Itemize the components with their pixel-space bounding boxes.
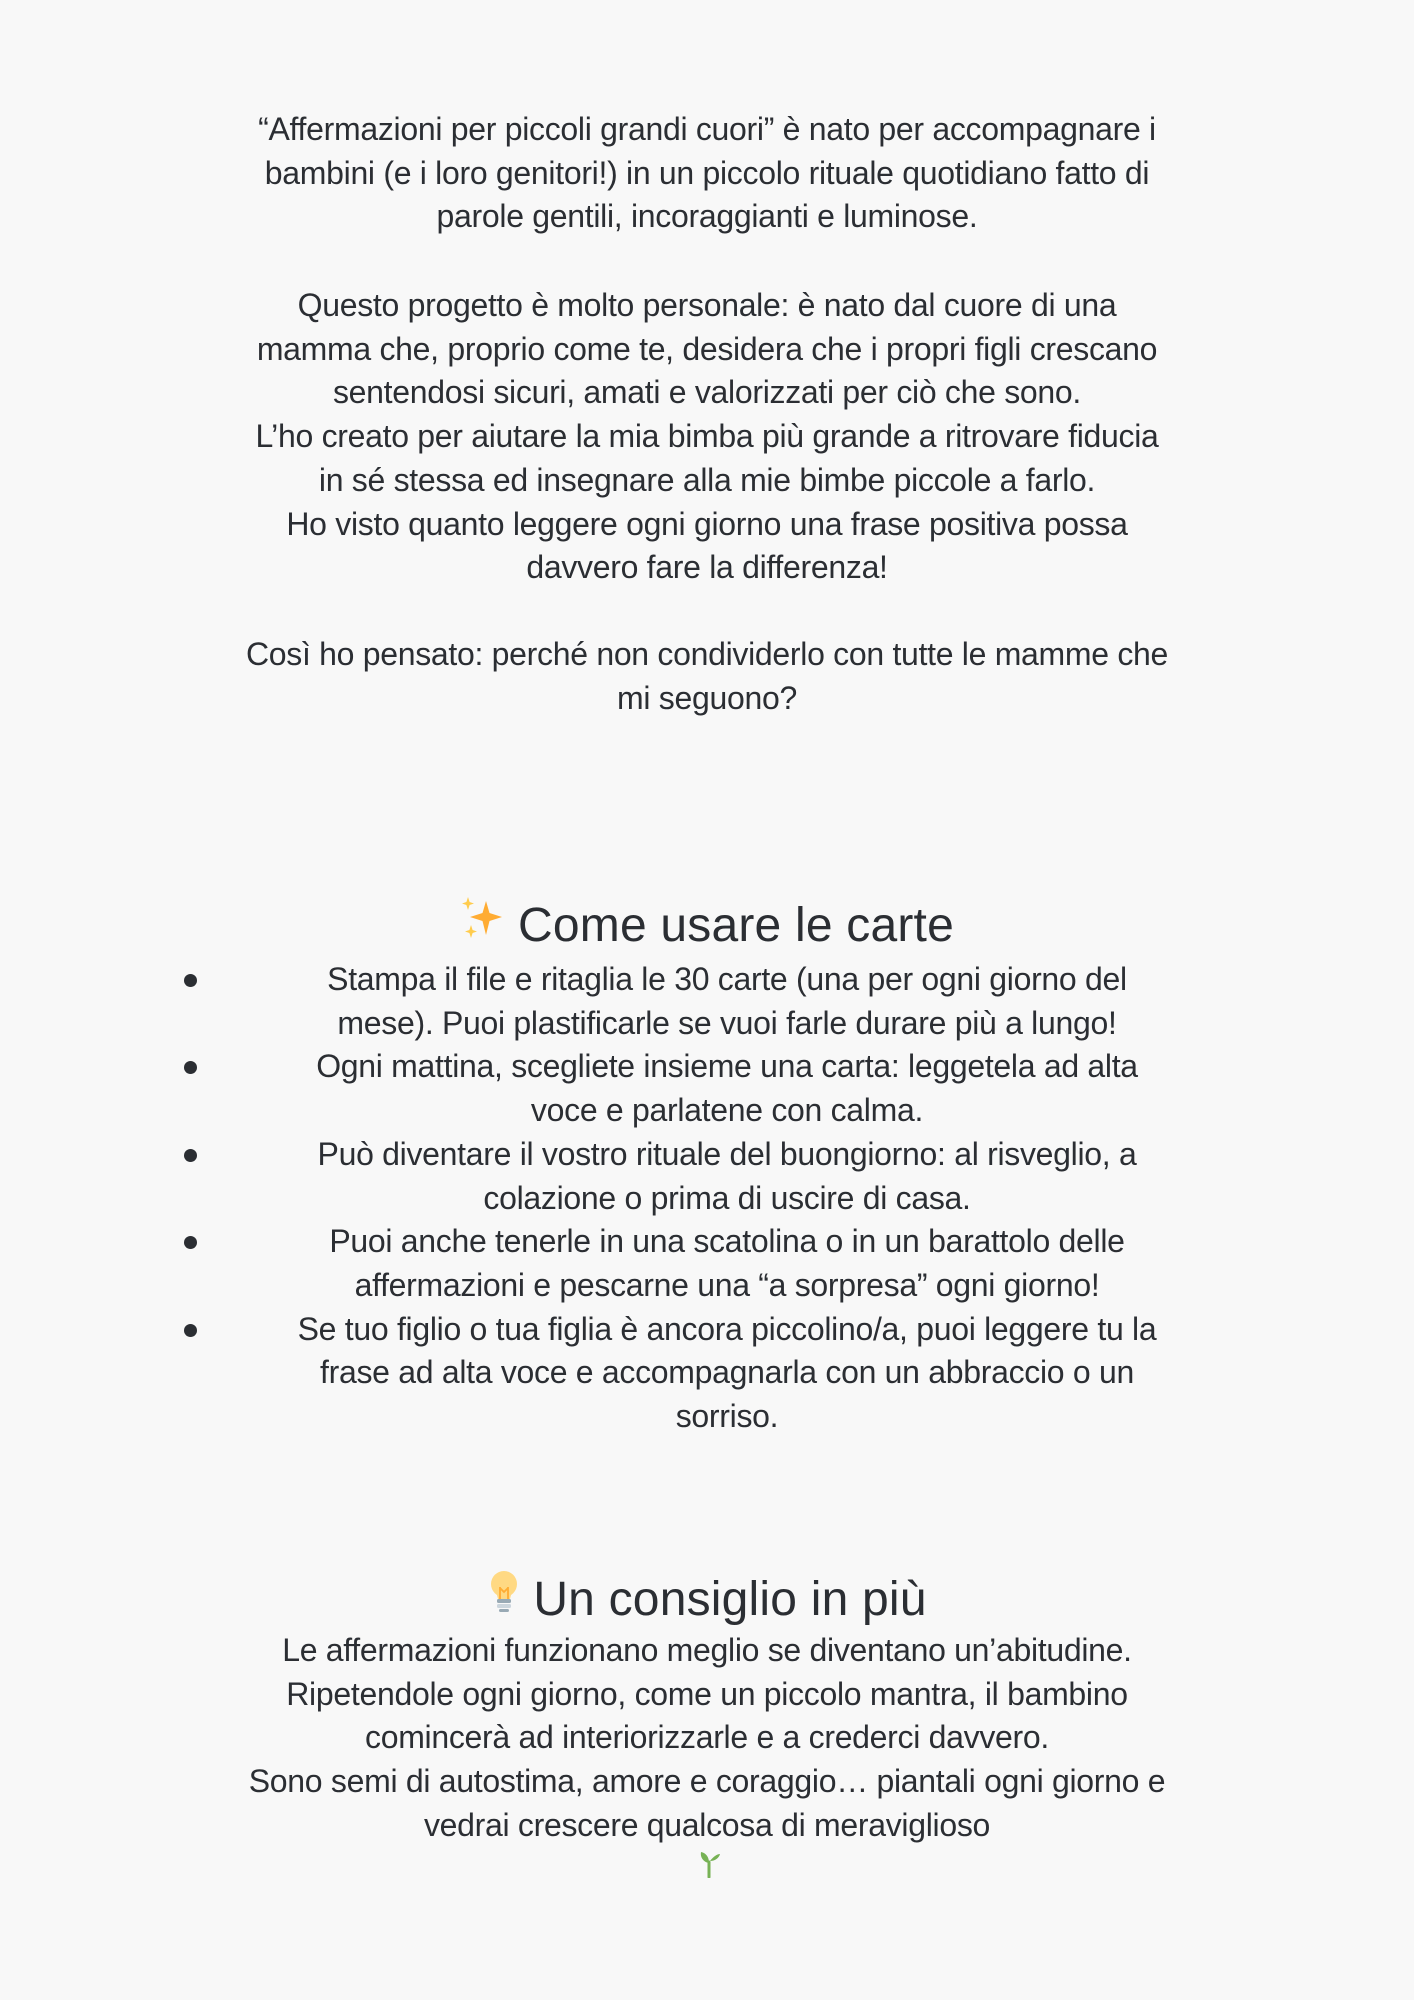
text-line: sentendosi sicuri, amati e valorizzati per ciò che sono. — [332, 374, 1081, 411]
intro-paragraph-3 — [160, 633, 1254, 720]
text-line: mamma che, proprio come te, desidera che i propri figli crescano — [256, 330, 1158, 367]
text-line: colazione o prima di uscire di casa. — [483, 1179, 971, 1216]
bullet-icon — [184, 974, 197, 987]
list-item — [160, 1045, 1254, 1132]
text-line: bambini (e i loro genitori!) in un piccolo rituale quotidiano fatto di — [264, 154, 1150, 191]
text-line: Stampa il file e ritaglia le 30 carte (una per ogni giorno del — [327, 961, 1127, 997]
text-line: Questo progetto è molto personale: è nato dal cuore di una — [297, 287, 1117, 323]
bullet-icon — [184, 1149, 197, 1162]
tip-paragraph — [160, 1629, 1254, 1891]
text-line: Sono semi di autostima, amore e coraggio… piantali ogni giorno e — [248, 1763, 1166, 1800]
text-line: davvero fare la differenza! — [526, 549, 888, 586]
text-line: Può diventare il vostro rituale del buongiorno: al risveglio, a — [317, 1135, 1137, 1172]
text-line: frase ad alta voce e accompagnarla con un abbraccio o un — [320, 1354, 1134, 1391]
text-line-with-icon — [160, 1804, 1254, 1891]
light-bulb-icon — [487, 1569, 521, 1628]
text-line: Le affermazioni funzionano meglio se diventano un’abitudine. — [282, 1632, 1132, 1668]
text-line: “Affermazioni per piccoli grandi cuori” è nato per accompagnare i — [258, 111, 1156, 147]
text-line: comincerà ad interiorizzarle e a crederci davvero. — [365, 1719, 1049, 1756]
intro-paragraph-1 — [160, 108, 1254, 239]
seedling-icon — [166, 1846, 1254, 1890]
bullet-icon — [184, 1061, 197, 1074]
list-item — [160, 1133, 1254, 1220]
text-line: Se tuo figlio o tua figlia è ancora piccolino/a, puoi leggere tu la — [297, 1310, 1157, 1347]
text-line: affermazioni e pescarne una “a sorpresa” ogni giorno! — [354, 1266, 1100, 1303]
text-line: Ripetendole ogni giorno, come un piccolo mantra, il bambino — [286, 1675, 1128, 1712]
how-to-heading — [160, 898, 1254, 958]
text-line: mi seguono? — [617, 679, 797, 716]
bullet-icon — [184, 1236, 197, 1249]
text-line: Ogni mattina, scegliete insieme una carta: leggetela ad alta — [316, 1048, 1138, 1085]
how-to-list — [160, 958, 1254, 1439]
text-line: in sé stessa ed insegnare alla mie bimbe piccole a farlo. — [318, 461, 1096, 498]
text-line: mese). Puoi plastificarle se vuoi farle durare più a lungo! — [337, 1004, 1117, 1041]
intro-paragraph-2 — [160, 284, 1254, 590]
sparkles-icon — [460, 895, 506, 954]
tip-heading — [160, 1572, 1254, 1632]
list-item — [160, 1308, 1254, 1439]
text-line: Ho visto quanto leggere ogni giorno una frase positiva possa — [286, 505, 1128, 542]
text-line: voce e parlatene con calma. — [530, 1092, 924, 1129]
text-line: sorriso. — [675, 1398, 779, 1435]
text-line: Così ho pensato: perché non condividerlo con tutte le mamme che — [245, 636, 1169, 672]
text-line: parole gentili, incoraggianti e luminose. — [436, 198, 978, 235]
text-line: Puoi anche tenerle in una scatolina o in un barattolo delle — [329, 1223, 1125, 1260]
bullet-icon — [184, 1324, 197, 1337]
text-line: L’ho creato per aiutare la mia bimba più grande a ritrovare fiducia — [255, 418, 1159, 455]
how-to-title: Come usare le carte — [518, 899, 954, 952]
tip-title: Un consiglio in più — [533, 1573, 927, 1626]
text-line: vedrai crescere qualcosa di meraviglioso — [423, 1806, 991, 1843]
list-item — [160, 958, 1254, 1045]
list-item — [160, 1220, 1254, 1307]
